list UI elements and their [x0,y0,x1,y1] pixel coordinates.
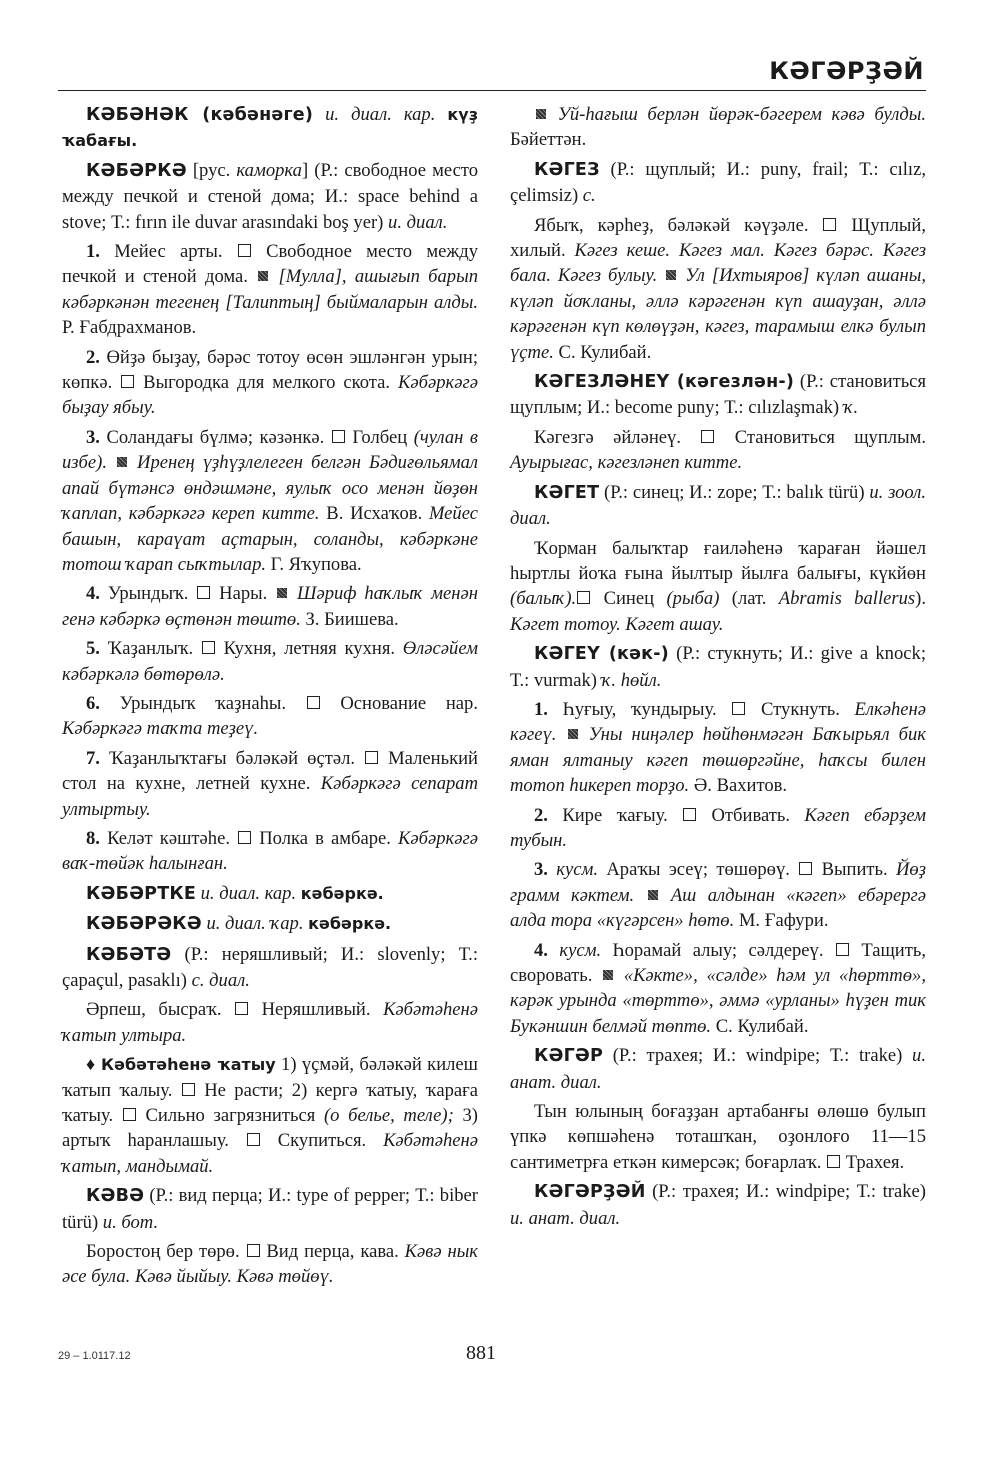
hatched-square-icon [117,457,127,467]
entry-kabata: КӘБӘТӘ (Р.: неряшливый; И.: slovenly; Т.: çapaçul, pasaklı) с. диал. [62,943,478,991]
definition: Тын юлының боғаҙҙан артабанғы өлөшө булып үпкә көпшәһенә тоташҡан, оҙонлоғо 11—15 сантиметрға еткән кимерсәк; боғарлаҡ. Трахея. [510,1101,926,1173]
white-square-icon [182,1083,195,1096]
entry-kabaraka: КӘБӘРӘКӘ и. диал. ҡар. кәбәркә. [86,913,392,935]
sense-1: 1. Мейес арты. Свободное место между печкой и стеной дома. [Мулла], ашығып барып кәбәркәнән тегенең [Талиптың] быймаларын алды. Р. Ғабдрахманов. [62,241,478,339]
white-square-icon [823,218,836,231]
white-square-icon [799,862,812,875]
sense-2: 2. Өйҙә быҙау, бәрәс тотоу өсөн эшләнгән урын; көпкә. Выгородка для мелкого скота. Кәбәркәгә быҙау ябыу. [62,346,479,419]
diamond-icon: ♦ [86,1054,102,1075]
entry-kaget: КӘГЕТ (Р.: синец; И.: zope; Т.: balık türü) и. зоол. диал. [510,481,926,530]
sense-4: 4. Урындыҡ. Нары. Шәриф һаҡлыҡ менән генә кәбәркә өҫтөнән төштө. З. Биишева. [62,583,478,630]
sense-8: 8. Келәт кәштәһе. Полка в амбаре. Кәбәркәгә ваҡ-төйәк һалынған. [62,827,478,875]
hatched-square-icon [648,890,658,900]
entry-kagezlaneu: КӘГЕЗЛӘНЕҮ (кәгезлән-) (Р.: становиться щуплым; И.: become puny; Т.: cılızlaşmak) ҡ. [510,371,926,419]
white-square-icon [247,1133,260,1146]
definition: Әрпеш, бысраҡ. Неряшливый. Кәбәтәһенә ҡатып ултыра. [62,999,478,1046]
signature-code: 29 – 1.0117.12 [58,1350,131,1362]
sense-4: 4. кусм. Һорамай алыу; сәлдереү. Тащить, своровать. «Кәкте», «сәлде» һәм ул «һөрттө», кәрәк урында «төрттө», әммә «урланы» һүҙен тик Букәншин белмәй төптө. С. Кулибай. [510,939,927,1037]
entry-kava: КӘВӘ (Р.: вид перца; И.: type of pepper; Т.: biber türü) и. бот. [62,1185,478,1233]
entry-kabartke: КӘБӘРТКЕ и. диал. кар. кәбәркә. [86,882,384,904]
white-square-icon [701,430,714,443]
white-square-icon [235,1002,248,1015]
entry-kabanak: КӘБӘНӘК (кәбәнәге) и. диал. кар. күҙ ҡабағы. [62,104,478,151]
example-continuation: Уй-һағыш берлән йөрәк-бәгерем кәвә булды. Бәйеттән. [510,104,926,151]
white-square-icon [238,831,251,844]
white-square-icon [827,1155,840,1168]
white-square-icon [121,375,134,388]
definition: Боростоң бер төрө. Вид перца, кава. Кәвә нык әсе була. Кәвә йыйыу. Кәвә төйөү. [62,1241,478,1288]
hatched-square-icon [277,588,287,598]
white-square-icon [332,430,345,443]
entry-kagez: КӘГЕЗ (Р.: щуплый; И.: puny, frail; Т.: cılız, çelimsiz) с. [510,158,926,207]
sense-5: 5. Ҡаҙанлыҡ. Кухня, летняя кухня. Өләсәйем кәбәркәлә бөтөрөлә. [62,638,478,685]
white-square-icon [732,702,745,715]
definition: Кәгезгә әйләнеү. Становиться щуплым. Ауырығас, кәгезләнеп китте. [510,426,926,474]
hatched-square-icon [666,270,676,280]
sense-7: 7. Ҡаҙанлыҡтағы бәләкәй өҫтәл. Маленький стол на кухне, летней кухне. Кәбәркәгә сепарат ултыртыу. [62,747,479,820]
white-square-icon [197,586,210,599]
left-column [62,102,478,1294]
white-square-icon [123,1108,136,1121]
header-headword: КӘГӘРҘӘЙ [769,57,924,85]
sense-2: 2. Кире ҡағыу. Отбивать. Кәгеп ебәрҙем тубын. [510,804,926,851]
white-square-icon [247,1244,260,1257]
white-square-icon [238,244,251,257]
entry-kageu: КӘГЕҮ (кәк-) (Р.: стукнуть; И.: give a knock; Т.: vurmak) ҡ. һөйл. [510,643,926,691]
running-header [58,50,926,91]
definition: Ҡорман балыҡтар ғаиләһенә ҡараған йәшел һыртлы йоҡа ғына йылтыр йылға балығы, күкйөн (балыҡ). Синец (рыба) (лат. Abramis ballerus). Кәгет тотоу. Кәгет ашау. [510,537,926,635]
white-square-icon [836,943,849,956]
sense-6: 6. Урындыҡ ҡаҙнаһы. Основание нар. Кәбәркәгә таҡта теҙеү. [62,692,478,740]
entry-kabarka: КӘБӘРКӘ [рус. каморка] (Р.: свободное место между печкой и стеной дома; И.: space behind a stove; Т.: fırın ile duvar arasındaki boş yer) и. диал. [62,159,478,233]
hatched-square-icon [258,271,268,281]
definition: Ябыҡ, кәрһеҙ, бәләкәй кәүҙәле. Щуплый, хилый. Кәгез кеше. Кәгез мал. Кәгез бәрәс. Кәгез бала. Кәгез булыу. Ул [Ихтыяров] күләп ашаны, күләп йоҡланы, әллә кәрәгенән күп ашауҙан, әллә кәрәгенән күп көлөүҙән, кәгез, тарамыш елкә булып үҫте. С. Кулибай. [510,214,927,363]
white-square-icon [683,808,696,821]
white-square-icon [365,751,378,764]
idiom: ♦ Кәбәтәһенә ҡатыу 1) үҫмәй, бәләкәй килеш ҡатып ҡалыу. Не расти; 2) кергә ҡатыу, ҡараға ҡатыу. Сильно загрязниться (о белье, теле); 3) артыҡ һаранлашыу. Скупиться. Кәбәтәһенә ҡатып, мандымай. [62,1054,478,1177]
entry-kagarzay: КӘГӘРҘӘЙ (Р.: трахея; И.: windpipe; Т.: trake) и. анат. диал. [510,1181,926,1229]
hatched-square-icon [568,729,578,739]
hatched-square-icon [603,970,613,980]
white-square-icon [577,591,590,604]
sense-3: 3. кусм. Араҡы эсеү; төшөрөү. Выпить. Йөҙ грамм кәктем. Аш алдынан «кәгеп» ебәрергә алда тора «күгәрсен» һөтө. М. Ғафури. [510,859,927,932]
white-square-icon [307,696,320,709]
entry-kagar: КӘГӘР (Р.: трахея; И.: windpipe; Т.: trake) и. анат. диал. [510,1045,926,1093]
right-column [510,102,926,1235]
sense-1: 1. Һуғыу, ҡундырыу. Стукнуть. Елкәһенә кәгеү. Уны ниңәлер һөйһөнмәгән Баҡырьял бик яман ялтаныу кәгеп төшөргәйне, һаҡсы билен тотоп һикереп торҙо. Ә. Вахитов. [510,698,926,797]
page-number: 881 [466,1342,496,1364]
white-square-icon [202,641,215,654]
sense-3: 3. Соландағы бүлмә; кәзәнкә. Голбец (чулан в избе). Иренең үҙһүҙлелеген белгән Бәдиғөльямал апай бүтәнсә өндәшмәне, яулыҡ осо менән йөҙөн ҡаплап, кәбәркәгә кереп китте. В. Исхаҡов. Мейес башын, караүат аҫтарын, соланды, кәбәркәне тотош ҡарап сыҡтылар. Г. Яҡупова. [62,426,478,575]
hatched-square-icon [536,109,546,119]
